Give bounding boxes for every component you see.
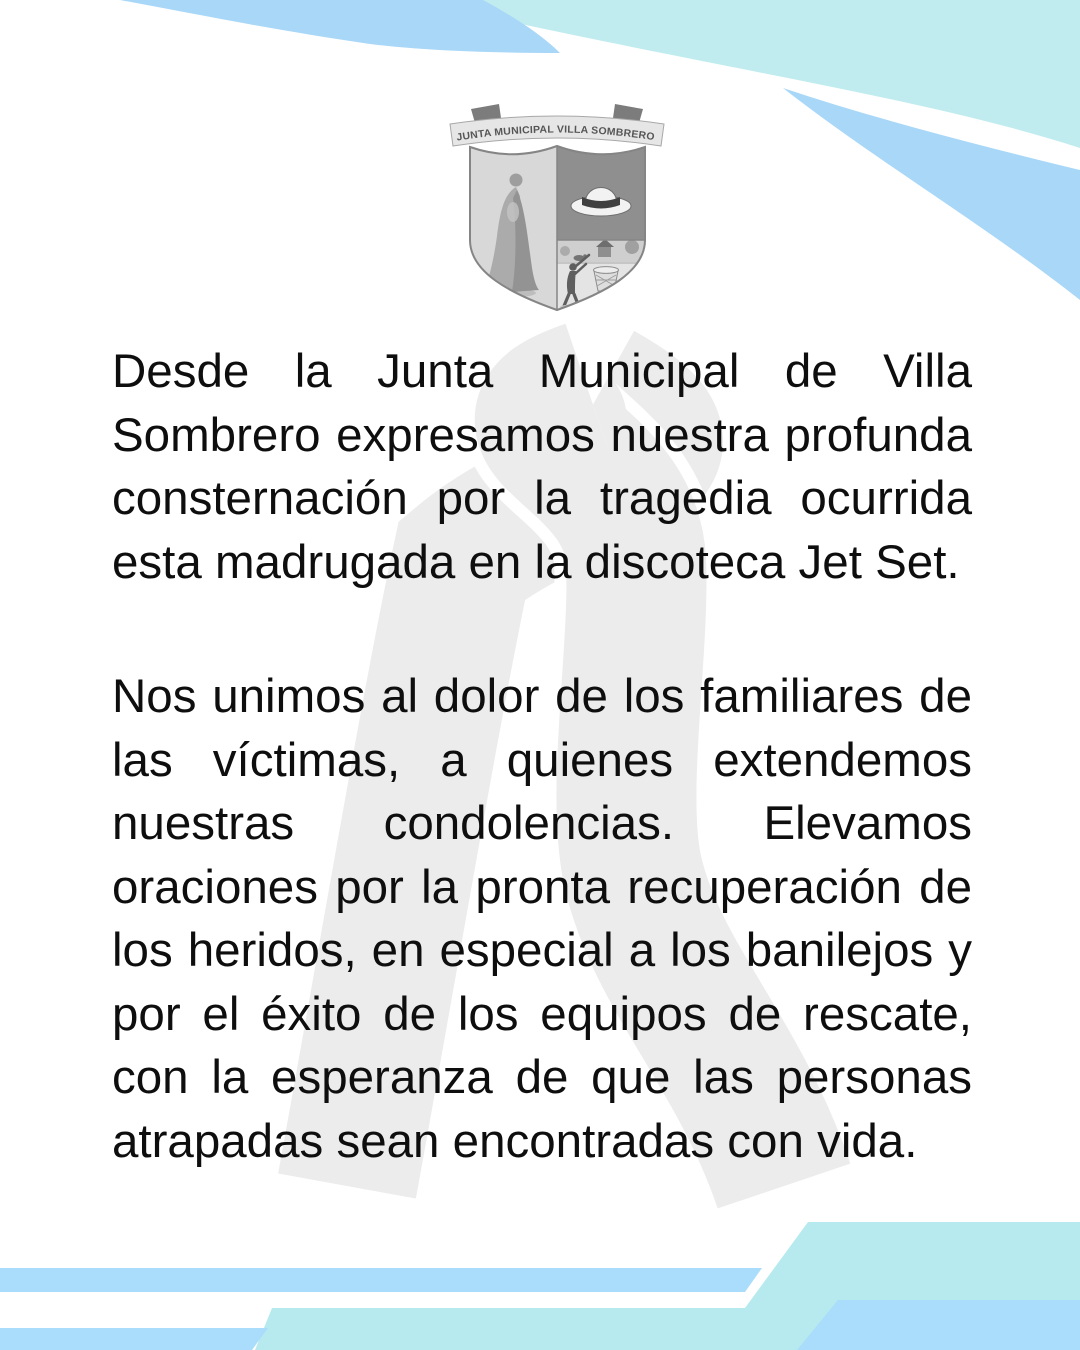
text-line: por el éxito de los equipos de rescate, xyxy=(112,987,972,1041)
statement-text xyxy=(112,340,972,1173)
text-line: atrapadas sean encontradas con vida. xyxy=(112,1114,918,1168)
paragraph-1 xyxy=(112,340,972,594)
text-line: nuestras condolencias. Elevamos xyxy=(112,797,972,850)
text-line: Nos unimos al dolor de los familiares de xyxy=(112,670,972,723)
text-line: consternación por la tragedia ocurrida xyxy=(112,472,972,525)
text-line: Desde la Junta Municipal de Villa xyxy=(112,345,972,398)
basket-icon xyxy=(594,267,619,291)
text-line: los heridos, en especial a los banilejos y xyxy=(112,924,972,977)
crest-shield xyxy=(470,146,645,310)
text-line: Sombrero expresamos nuestra profunda xyxy=(112,408,972,462)
banner-title: JUNTA MUNICIPAL VILLA SOMBRERO xyxy=(455,124,656,144)
text-line: las víctimas, a quienes extendemos xyxy=(112,733,972,787)
text-line: oraciones por la pronta recuperación de xyxy=(112,860,972,914)
crest-banner xyxy=(450,104,664,146)
paragraph-2 xyxy=(112,665,972,1173)
text-line: esta madrugada en la discoteca Jet Set. xyxy=(112,535,960,589)
house xyxy=(598,247,611,257)
text-line: con la esperanza de que las personas xyxy=(112,1051,972,1104)
municipal-crest xyxy=(442,100,672,315)
